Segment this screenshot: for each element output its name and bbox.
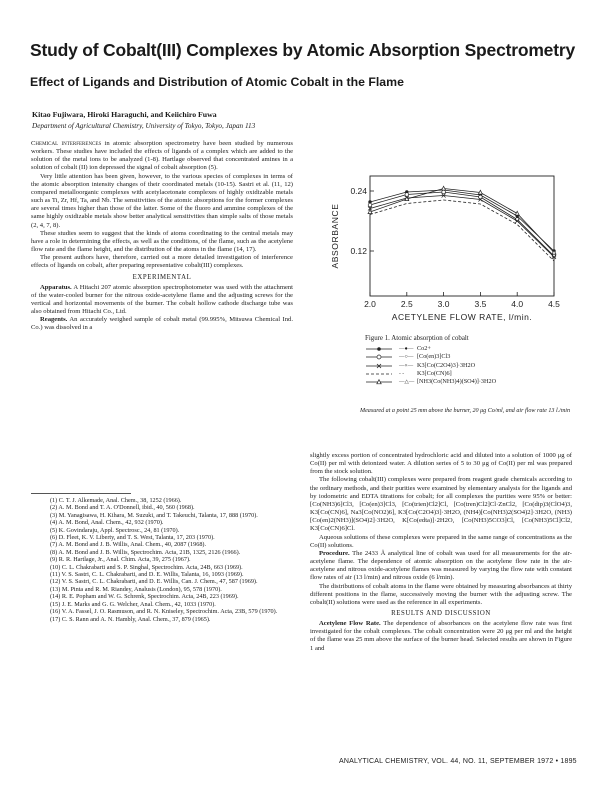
legend-symbol: —△— xyxy=(399,379,415,386)
reagents-continued: slightly excess portion of concentrated hydrochloric acid and diluted into a solution of 1000 μg of Co(II) per ml with deionized water. A dilution series of 5 to 30 μg of Co(II) per ml was prepared from the stock solution. xyxy=(310,452,572,476)
reference-item: (3) M. Yanagisawa, H. Kihara, M. Suzuki, and T. Takeuchi, Talanta, 17, 888 (1970). xyxy=(50,511,258,519)
reference-item: (9) R. R. Hartlage, Jr., Anal. Chim. Acta, 39, 275 (1967). xyxy=(50,556,191,564)
series-line-2 xyxy=(370,192,554,256)
x-tick-label: 3.0 xyxy=(437,299,450,309)
legend-marker-icon xyxy=(365,345,393,353)
x-tick-label: 4.0 xyxy=(511,299,524,309)
legend-label: K3[Co(CN)6] xyxy=(417,369,452,377)
reference-item: (2) A. M. Bond and T. A. O'Donnell, ibid., 40, 560 (1968). xyxy=(50,504,195,512)
right-column xyxy=(310,452,572,653)
legend-symbol: —●— xyxy=(399,346,414,352)
references-list xyxy=(31,497,293,623)
affiliation: Department of Agricultural Chemistry, University of Tokyo, Tokyo, Japan 113 xyxy=(32,122,256,130)
legend-symbol: —×— xyxy=(399,362,414,369)
x-tick-label: 2.5 xyxy=(400,299,413,309)
intro-paragraph-3: These studies seem to suggest that the kinds of atoms coordinating to the central metals may have a role in determining the effects, as well as the conditions, of the flame, such as the acetylene flow rate and the flame height, and the distribution of the atoms in the flame (14, 17). xyxy=(31,229,293,254)
paper-subtitle: Effect of Ligands and Distribution of Atomic Cobalt in the Flame xyxy=(30,75,404,89)
x-tick-label: 4.5 xyxy=(548,299,560,309)
legend-label: [Co(en)3]Cl3 xyxy=(417,353,451,361)
experimental-heading: EXPERIMENTAL xyxy=(132,273,192,281)
apparatus-paragraph: Apparatus. A Hitachi 207 atomic absorption spectrophotometer was used with the attachment of the water-cooled burner for the nitrous oxide-acetylene flame and the adjusting screws for the vertical and horizontal movements of the burner. The cobalt hollow cathode discharge tube was also obtained from Hitachi Co., Ltd. xyxy=(31,283,293,316)
legend-label: [NH3(Co(NH3)4)(SO4)]·3H2O xyxy=(417,378,497,386)
y-tick-label: 0.24 xyxy=(350,186,367,196)
data-point xyxy=(405,193,409,197)
series-line-5 xyxy=(370,189,554,253)
legend-item xyxy=(365,370,496,378)
reference-item: (4) A. M. Bond, Anal. Chem., 42, 932 (1970). xyxy=(50,519,164,527)
distribution-paragraph: The distributions of cobalt atoms in the flame were obtained by measuring absorbances at thirty different positions in the flame, successively moving the burner with the adjusting screw. The cobalt(II) solutions were used as the reference in all experiments. xyxy=(310,582,572,606)
reagents-paragraph: Reagents. An accurately weighed sample of cobalt metal (99.995%, Mitsuwa Chemical Ind. Co.) was dissolved in a xyxy=(31,316,293,332)
procedure-paragraph: Procedure. The 2433 Å analytical line of cobalt was used for all measurements for the air-acetylene flame. The dependence of atomic absorption on the acetylene flow rate in the air-acetylene and nitrous oxide-acetylene flames was measured by varying the flow rate with constant flow rates of air (13 l/min) and nitrous oxide (6 l/min). xyxy=(310,549,572,582)
journal-footer: ANALYTICAL CHEMISTRY, VOL. 44, NO. 11, SEPTEMBER 1972 • 1895 xyxy=(339,758,577,765)
left-column xyxy=(31,140,293,333)
x-tick-label: 3.5 xyxy=(474,299,487,309)
legend-marker-icon xyxy=(365,362,393,370)
legend-label: Co2+ xyxy=(417,345,431,352)
x-tick-label: 2.0 xyxy=(364,299,376,309)
reference-item: (17) C. S. Rann and A. N. Hambly, Anal. Chem., 37, 879 (1965). xyxy=(50,615,211,623)
reference-item: (12) V. S. Sastri, C. L. Chakrabarti, and D. E. Willis, Can. J. Chem., 47, 587 (1969). xyxy=(50,578,258,586)
legend-item xyxy=(365,378,496,386)
plot-frame xyxy=(370,176,554,296)
y-axis-label: ABSORBANCE xyxy=(330,203,340,269)
reference-item: (7) A. M. Bond and J. B. Willis, Anal. Chem., 40, 2087 (1968). xyxy=(50,541,207,549)
legend-marker-icon xyxy=(365,353,393,361)
figure-caption: Figure 1. Atomic absorption of cobalt xyxy=(365,335,469,342)
reference-item: (1) C. T. J. Alkemade, Anal. Chem., 38, 1252 (1966). xyxy=(50,497,182,504)
reference-item: (8) A. M. Bond and J. B. Willis, Spectrochim. Acta, 21B, 1325, 2126 (1966). xyxy=(50,548,241,556)
legend-symbol: - - xyxy=(399,370,405,377)
data-point xyxy=(442,190,446,194)
legend-item xyxy=(365,345,496,353)
solutions-paragraph: Aqueous solutions of these complexes were prepared in the same range of concentrations as the Co(II) solutions. xyxy=(310,533,572,549)
figure-footnote: Measured at a point 25 mm above the burner, 20 μg Co/ml, and air flow rate 13 l./min xyxy=(360,408,571,414)
reference-item: (5) K. Govindaraju, Appl. Spectrosc., 24, 81 (1970). xyxy=(50,526,180,534)
intro-paragraph-1: Chemical interferences in atomic absorption spectrometry have been studied by numerous workers. These studies have included the effects of ligands of a complex which are added to the solution of the metal ions to be analyzed (1-8). Hartlage observed that concentrated amines in a solution of cobalt (II) ion depressed the signal of cobalt absorption (5). xyxy=(31,140,294,172)
data-point xyxy=(442,186,446,190)
reference-item: (14) R. E. Popham and W. G. Schrenk, Spectrochim. Acta, 24B, 223 (1969). xyxy=(50,593,239,601)
references-divider xyxy=(31,493,131,494)
figure-1-chart xyxy=(316,168,586,328)
legend-marker-icon xyxy=(365,378,393,386)
reference-item: (6) D. Fleet, K. V. Liberty, and T. S. West, Talanta, 17, 203 (1970). xyxy=(50,534,215,542)
legend-item xyxy=(365,362,496,370)
intro-paragraph-4: The present authors have, therefore, carried out a more detailed investigation of interference effects of ligands on cobalt, after preparing representative cobalt(III) complexes. xyxy=(31,254,293,270)
legend-symbol: —○— xyxy=(399,354,414,361)
complexes-paragraph: The following cobalt(III) complexes were prepared from reagent grade chemicals according to the ordinary methods, and their purities were examined by elementary analysis for the ligands and by iodometric and EDTA titrations for cobalt; for all complexes the purities were 95% or better: [Co(NH3)6]Cl3, [Co(en)3]Cl3, [Co(trien)Cl2]Cl, [Co(tren)Cl2]Cl·ZnCl2, [Co(dip)3(ClO4)3, K3[Co(CN)6], Na3[Co(NO2)6], K3[Co(C2O4)3]·3H2O, (NH4)[Co(NH3)2(SO4)2]·3H2O, (NH3)[Co(en)2(NH3)](SO4)2]·3H2O, K[Co(edta)]·2H2O, [Co(NH3)5CO3]Cl, [Co(NH3)5Cl]Cl2, K3[Co(CN)6]Cl. xyxy=(310,476,572,533)
authors: Kitao Fujiwara, Hiroki Haraguchi, and Keiichiro Fuwa xyxy=(32,110,217,119)
legend-label: K3[Co(C2O4)3]·3H2O xyxy=(417,361,476,369)
legend-marker-icon xyxy=(365,370,393,378)
results-heading: RESULTS AND DISCUSSION xyxy=(391,609,491,617)
series-line-1 xyxy=(370,190,554,251)
intro-paragraph-2: Very little attention has been given, however, to the various species of complexes in terms of the atomic absorption intensity changes of their coordinated metals (10-15). Sastri et al. (11, 12) compared metalloorganic complexes with acetylacetonate complexes of highly oxidizable metals such as Ti, Zr, Hf, Ta, and Nb. The sensitivities of the atomic absorptions for the former complexes are several times higher than those of the latter. Some of the fluoro and ammine complexes of the same highly oxidizable metals show better analytical sensitivities than simple salts of those metals (2, 4, 7, 8). xyxy=(31,172,293,229)
reference-item: (11) V. S. Sastri, C. L. Chakrabarti, and D. E. Willis, Talanta, 16, 1093 (1969). xyxy=(50,571,244,579)
figure-legend xyxy=(365,345,496,386)
series-line-3 xyxy=(370,196,554,258)
reference-item: (16) V. A. Fassel, J. O. Rasmuson, and R. N. Kniseley, Spectrochim. Acta, 23B, 579 (1970). xyxy=(50,608,278,616)
data-point xyxy=(515,211,519,215)
reference-item: (10) C. L. Chakrabarti and S. P. Singhal, Spectrochim. Acta, 24B, 663 (1969). xyxy=(50,563,243,571)
legend-item xyxy=(365,353,496,361)
reference-item: (13) M. Pinta and R. M. Riandey, Analusis (London), 95, 578 (1970). xyxy=(50,585,222,593)
acetylene-paragraph: Acetylene Flow Rate. The dependence of absorbances on the acetylene flow rate was first investigated for the cobalt complexes. The cobalt concentration were 20 μg per ml and the height of the flame was 25 mm above the surface of the burner head. Selected results are shown in Figure 1 and xyxy=(310,620,572,652)
y-tick-label: 0.12 xyxy=(350,246,367,256)
paper-title: Study of Cobalt(III) Complexes by Atomic Absorption Spectrometry xyxy=(30,40,575,60)
data-point xyxy=(368,203,372,207)
reference-item: (15) J. E. Marks and G. G. Welcher, Anal. Chem., 42, 1033 (1970). xyxy=(50,600,216,608)
x-axis-label: ACETYLENE FLOW RATE, l/min. xyxy=(391,312,533,322)
